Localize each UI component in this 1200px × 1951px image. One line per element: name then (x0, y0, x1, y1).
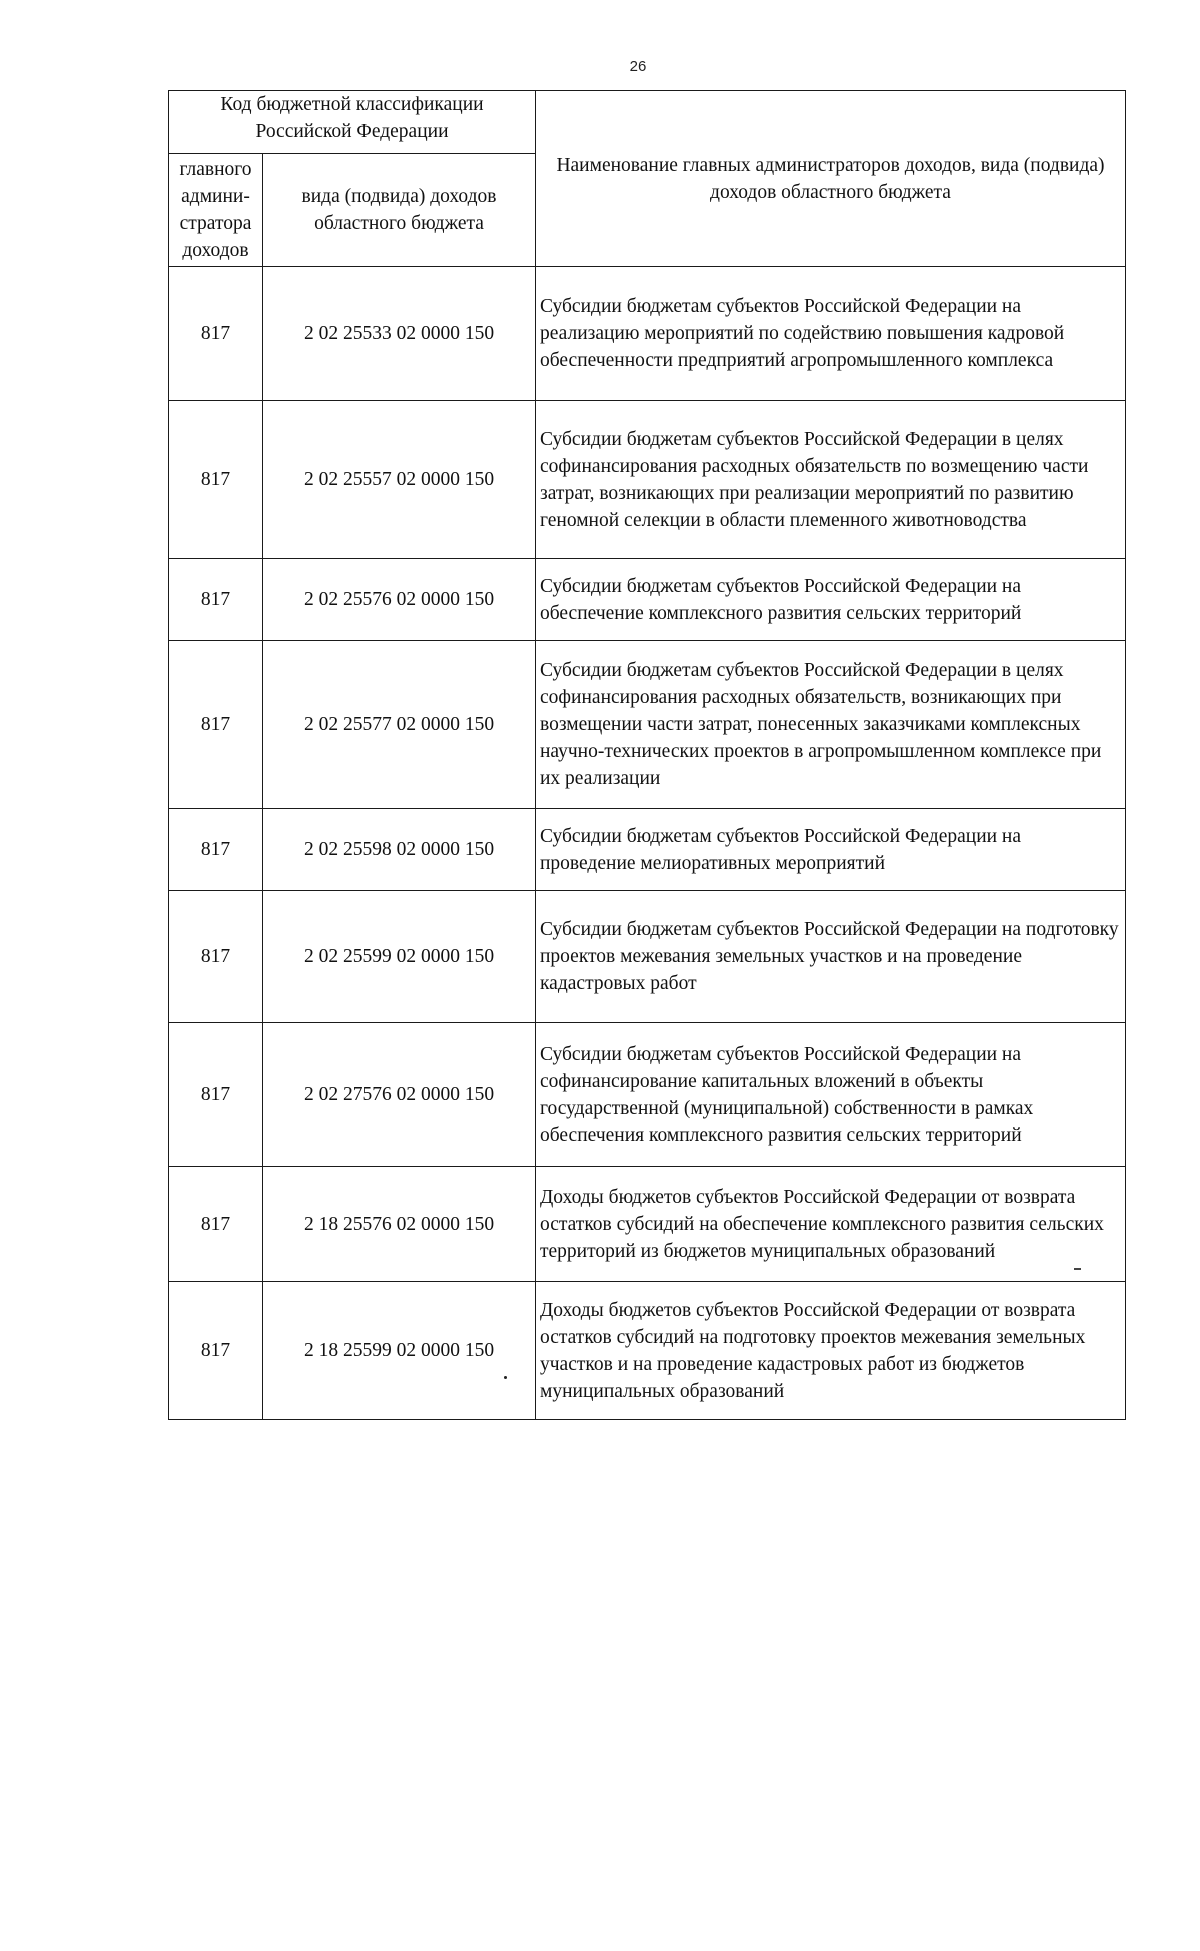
scan-artifact-dot (504, 1376, 507, 1379)
revenue-name-cell: Субсидии бюджетам субъектов Российской Федерации на проведение мелиоративных мероприятий (536, 809, 1126, 891)
revenue-code-cell: 2 02 25577 02 0000 150 (263, 641, 536, 809)
admin-code-cell: 817 (169, 1167, 263, 1282)
table-row (169, 809, 1126, 891)
admin-code-cell: 817 (169, 809, 263, 891)
revenue-name-cell: Субсидии бюджетам субъектов Российской Федерации на реализацию мероприятий по содействию повышения кадровой обеспеченности предприятий агропромышленного комплекса (536, 267, 1126, 401)
revenue-code-cell: 2 02 27576 02 0000 150 (263, 1023, 536, 1167)
admin-code-cell: 817 (169, 1023, 263, 1167)
revenue-code-cell: 2 18 25576 02 0000 150 (263, 1167, 536, 1282)
revenue-code-cell: 2 18 25599 02 0000 150 (263, 1282, 536, 1420)
admin-code-cell: 817 (169, 401, 263, 559)
revenue-code-cell: 2 02 25557 02 0000 150 (263, 401, 536, 559)
table-row (169, 267, 1126, 401)
revenue-code-cell: 2 02 25599 02 0000 150 (263, 891, 536, 1023)
revenue-name-cell: Субсидии бюджетам субъектов Российской Федерации на подготовку проектов межевания земельных участков и на проведение кадастровых работ (536, 891, 1126, 1023)
table-row (169, 1282, 1126, 1420)
table-row (169, 1023, 1126, 1167)
table-row (169, 1167, 1126, 1282)
admin-code-cell: 817 (169, 267, 263, 401)
revenue-name-cell: Доходы бюджетов субъектов Российской Федерации от возврата остатков субсидий на подготовку проектов межевания земельных участков и на проведение кадастровых работ из бюджетов муниципальных образований (536, 1282, 1126, 1420)
table-row (169, 891, 1126, 1023)
page-number: 26 (629, 58, 647, 75)
revenue-classification-table (168, 90, 1126, 1420)
admin-code-cell: 817 (169, 891, 263, 1023)
admin-code-cell: 817 (169, 559, 263, 641)
header-budget-classification-code: Код бюджетной классификации Российской Федерации (169, 91, 536, 154)
header-main-administrator: главного админи- стратора доходов (169, 154, 263, 267)
header-revenue-type: вида (подвида) доходов областного бюджета (263, 154, 536, 267)
scan-artifact-mark (1074, 1268, 1081, 1270)
revenue-name-cell: Субсидии бюджетам субъектов Российской Федерации в целях софинансирования расходных обязательств, возникающих при возмещении части затрат, понесенных заказчиками комплексных научно-технических проектов в агропромышленном комплексе при их реализации (536, 641, 1126, 809)
revenue-code-cell: 2 02 25533 02 0000 150 (263, 267, 536, 401)
header-row-group (169, 91, 1126, 154)
revenue-code-cell: 2 02 25576 02 0000 150 (263, 559, 536, 641)
revenue-name-cell: Доходы бюджетов субъектов Российской Федерации от возврата остатков субсидий на обеспечение комплексного развития сельских территорий из бюджетов муниципальных образований (536, 1167, 1126, 1282)
revenue-name-cell: Субсидии бюджетам субъектов Российской Федерации на софинансирование капитальных вложений в объекты государственной (муниципальной) собственности в рамках обеспечения комплексного развития сельских территорий (536, 1023, 1126, 1167)
revenue-code-cell: 2 02 25598 02 0000 150 (263, 809, 536, 891)
admin-code-cell: 817 (169, 1282, 263, 1420)
revenue-name-cell: Субсидии бюджетам субъектов Российской Федерации на обеспечение комплексного развития сельских территорий (536, 559, 1126, 641)
table-row (169, 559, 1126, 641)
header-administrator-name: Наименование главных администраторов доходов, вида (подвида) доходов областного бюджета (536, 91, 1126, 267)
revenue-name-cell: Субсидии бюджетам субъектов Российской Федерации в целях софинансирования расходных обязательств по возмещению части затрат, возникающих при реализации мероприятий по развитию геномной селекции в области племенного животноводства (536, 401, 1126, 559)
table-row (169, 641, 1126, 809)
admin-code-cell: 817 (169, 641, 263, 809)
table-row (169, 401, 1126, 559)
